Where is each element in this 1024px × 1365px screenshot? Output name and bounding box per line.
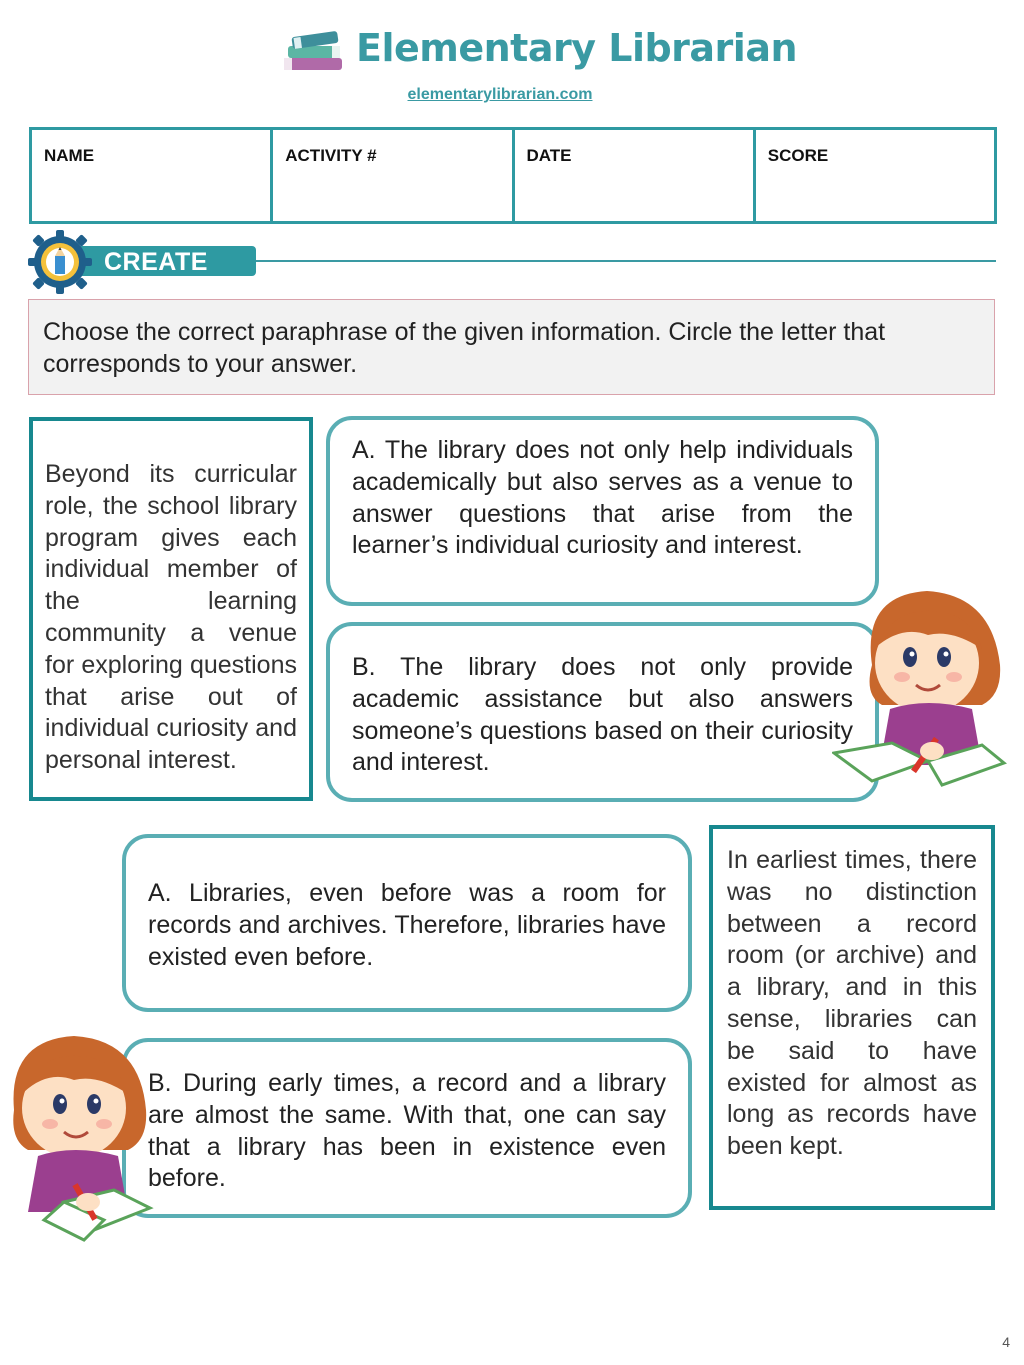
item-2-option-b[interactable] <box>122 1038 692 1218</box>
section-label: CREATE <box>104 248 208 276</box>
header <box>0 18 1024 80</box>
score-field[interactable]: SCORE <box>767 146 829 165</box>
passage-1 <box>29 417 313 801</box>
passage-2-text: In earliest times, there was no distinction between a record room (or archive) and a library, and in this sense, libraries can be said to have existed for almost as long as records have been kept. <box>727 846 977 1161</box>
site-link[interactable]: elementarylibrarian.com <box>407 86 593 103</box>
brand-title: Elementary Librarian <box>356 26 798 70</box>
gear-pencil-icon <box>28 230 92 294</box>
section-divider <box>218 260 996 262</box>
item-1-option-b-text: B. The library does not only provide academic assistance but also answers someone’s questions based on their curiosity and interest. <box>352 653 853 777</box>
passage-1-text: Beyond its curricular role, the school library program gives each individual member of the learning community a venue for exploring questions that arise out of individual curiosity and personal interest. <box>45 460 297 775</box>
page-number: 4 <box>1002 1334 1010 1350</box>
girl-reading-illustration <box>4 1030 184 1250</box>
item-2-option-a[interactable] <box>122 834 692 1012</box>
name-field[interactable]: NAME <box>32 130 273 221</box>
date-field[interactable]: DATE <box>515 130 756 221</box>
item-2-option-b-text: B. During early times, a record and a library are almost the same. With that, one can say that a library has been in existence even before. <box>148 1069 666 1193</box>
activity-field[interactable]: ACTIVITY # <box>273 130 514 221</box>
passage-2 <box>709 825 995 1210</box>
books-logo-icon <box>280 24 346 76</box>
student-info-table <box>29 127 997 224</box>
item-2-option-a-text: A. Libraries, even before was a room for records and archives. Therefore, libraries have existed even before. <box>148 879 666 971</box>
section-banner <box>28 230 996 294</box>
instructions: Choose the correct paraphrase of the given information. Circle the letter that corresponds to your answer. <box>28 299 995 395</box>
girl-reading-illustration <box>832 585 1012 805</box>
item-1-option-a[interactable] <box>326 416 879 606</box>
item-1-option-b[interactable] <box>326 622 879 802</box>
item-1-option-a-text: A. The library does not only help individuals academically but also serves as a venue to answer questions that arise from the learner’s individual curiosity and interest. <box>352 436 853 560</box>
